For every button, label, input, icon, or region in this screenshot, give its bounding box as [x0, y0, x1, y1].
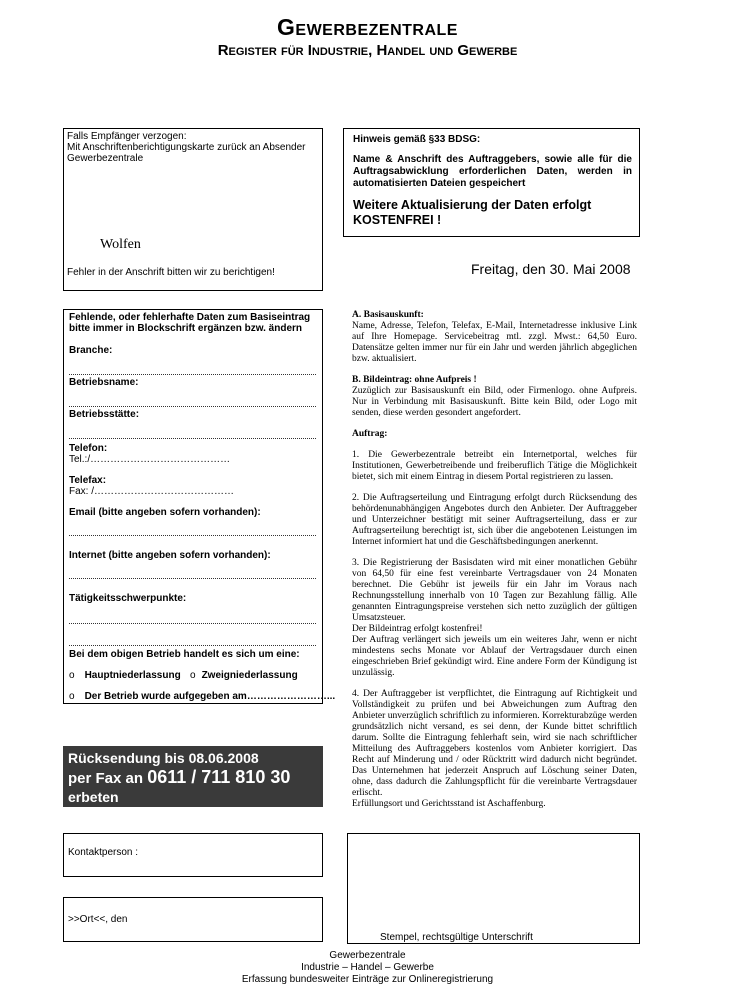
terms-paragraph-5: Erfüllungsort und Gerichtsstand ist Aschaffenburg. — [352, 799, 546, 809]
telefax-field[interactable]: Fax: /…………………………………… — [69, 486, 235, 497]
bildeintrag-heading: B. Bildeintrag: ohne Aufpreis ! — [352, 375, 477, 385]
bildeintrag-text: Zuzüglich zur Basisauskunft ein Bild, oder Firmenlogo. ohne Aufpreis. Nur in Verbindung mit Basisauskunft. Bitte kein Bild, oder Logo mit senden, diese werden gesondert angefordert. — [352, 386, 637, 418]
taetigkeit-field-1[interactable] — [69, 623, 316, 624]
page-subtitle: Register für Industrie, Handel und Gewerbe — [217, 42, 518, 59]
internet-field[interactable] — [69, 578, 316, 579]
option-label: Der Betrieb wurde aufgegeben am……………………... — [84, 691, 336, 702]
email-label: Email (bitte angeben sofern vorhanden): — [69, 507, 261, 518]
return-line: Mit Anschriftenberichtigungskarte zurück an Absender — [67, 142, 306, 153]
kontaktperson-field[interactable] — [63, 833, 323, 877]
stamp-signature-label: Stempel, rechtsgültige Unterschrift — [380, 932, 533, 943]
betriebsname-field[interactable] — [69, 406, 316, 407]
notice-update — [353, 198, 591, 228]
fax-number: 0611 / 711 810 30 — [147, 767, 291, 787]
terms-paragraph-2: 2. Die Auftragserteilung und Eintragung erfolgt durch Rücksendung des behördenunabhängigen Angebotes durch den Anbieter. Der Auftraggeber und Unterzeichner bestätigt mit seiner Auftragserteilung, dass er zur Auftragserteilung berechtigt ist, sich über die angebotenen Leistungen im Internet informiert hat und die Geschäftsbedingungen anerkennt. — [352, 493, 637, 547]
form-intro: Fehlende, oder fehlerhafte Daten zum Basiseintrag — [69, 312, 311, 323]
return-line: Falls Empfänger verzogen: — [67, 131, 187, 142]
stamp-signature-field[interactable] — [347, 833, 640, 944]
radio-icon: o — [69, 691, 75, 702]
terms-paragraph-3b: Der Bildeintrag erfolgt kostenfrei! — [352, 624, 483, 634]
footer-line: Erfassung bundesweiter Einträge zur Onlineregistrierung — [241, 974, 494, 985]
notice-text: Name & Anschrift des Auftraggebers, sowie alle für die Auftragsabwicklung erforderlichen Daten, werden in automatisierten Dateien gespeichert — [353, 154, 632, 189]
terms-paragraph-1: 1. Die Gewerbezentrale betreibt ein Internetportal, welches für Institutionen, Gewerbetreibende und freiberuflich Tätige die Möglichkeit bietet, sich mit einem Eintrag in diesem Portal registrieren zu lassen. — [352, 450, 637, 482]
page-title: Gewerbezentrale — [277, 14, 458, 40]
auftrag-heading: Auftrag: — [352, 429, 388, 439]
fax-line — [68, 767, 323, 789]
telefax-label: Telefax: — [69, 475, 107, 486]
telefon-label: Telefon: — [69, 443, 108, 454]
taetigkeit-label: Tätigkeitsschwerpunkte: — [69, 593, 187, 604]
footer-line: Industrie – Handel – Gewerbe — [301, 962, 434, 973]
ort-datum-field[interactable] — [63, 897, 323, 942]
notice-box — [343, 128, 640, 237]
option-hauptniederlassung[interactable] — [69, 670, 181, 681]
betrieb-question: Bei dem obigen Betrieb handelt es sich um eine: — [69, 649, 300, 660]
notice-update-line: Weitere Aktualisierung der Daten erfolgt — [353, 198, 592, 212]
branche-field[interactable] — [69, 374, 316, 375]
betriebsname-label: Betriebsname: — [69, 377, 139, 388]
ort-datum-label: >>Ort<<, den — [68, 914, 128, 925]
taetigkeit-field-2[interactable] — [69, 645, 316, 646]
basisauskunft-heading: A. Basisauskunft: — [352, 310, 424, 320]
fax-prefix: per Fax an — [68, 770, 144, 787]
terms-paragraph-4: 4. Der Auftraggeber ist verpflichtet, die Eintragung auf Richtigkeit und Vollständigkeit zu prüfen und bei Abweichungen zum Auftrag den Anbieter unverzüglich schriftlich zu informieren. Korrekturabzüge werden grundsätzlich nicht versand, es sei denn, der Kunde bittet schriftlich darum. Sollte die Eintragung fehlerhaft sein, wird sie nach schriftlicher Mitteilung des Auftraggebers kostenlos vom Anbieter korrigiert. Das Recht auf Minderung und / oder Rücktritt wird dadurch nicht begründet. Das Unternehmen hat jederzeit Anspruch auf Löschung seiner Daten, ohne, dass dadurch die Zahlungspflicht für die vereinbarte Vertragsdauer erlischt. — [352, 689, 637, 798]
betriebsstaette-field[interactable] — [69, 438, 316, 439]
fax-return-notice — [63, 746, 323, 807]
notice-heading: Hinweis gemäß §33 BDSG: — [353, 134, 481, 145]
kontaktperson-label: Kontaktperson : — [68, 847, 139, 858]
option-label: Zweigniederlassung — [201, 670, 298, 681]
return-line: Gewerbezentrale — [67, 153, 144, 164]
page-footer — [0, 950, 735, 986]
email-field[interactable] — [69, 535, 316, 536]
internet-label: Internet (bitte angeben sofern vorhanden): — [69, 550, 271, 561]
betriebsstaette-label: Betriebsstätte: — [69, 409, 140, 420]
telefon-field[interactable]: Tel.:/…………………………………… — [69, 454, 231, 465]
footer-line: Gewerbezentrale — [329, 950, 406, 961]
fax-deadline: Rücksendung bis 08.06.2008 — [68, 750, 259, 766]
option-zweigniederlassung[interactable] — [190, 670, 298, 681]
form-intro: bitte immer in Blockschrift ergänzen bzw. ändern — [69, 323, 303, 334]
address-error-note: Fehler in der Anschrift bitten wir zu berichtigen! — [67, 267, 275, 278]
recipient-city: Wolfen — [100, 237, 141, 252]
radio-icon: o — [190, 670, 196, 681]
option-betrieb-aufgegeben[interactable] — [69, 691, 335, 702]
option-label: Hauptniederlassung — [84, 670, 181, 681]
notice-update-line: KOSTENFREI ! — [353, 213, 442, 227]
return-address — [67, 131, 305, 164]
branche-label: Branche: — [69, 345, 113, 356]
terms-text — [352, 310, 637, 810]
terms-paragraph-3: 3. Die Registrierung der Basisdaten wird mit einer monatlichen Gebühr von 64,50 für eine fest vereinbarte Vertragsdauer von 24 Monaten berechnet. Die Gebühr ist jeweils für ein Jahr im Voraus nach Rechnungsstellung innerhalb von 10 Tagen zur Bezahlung fällig. Alle genannten Eintragungspreise verstehen sich netto zuzüglich der gültigen Umsatzsteuer. — [352, 558, 637, 623]
terms-paragraph-3c: Der Auftrag verlängert sich jeweils um ein weiteres Jahr, wenn er nicht mindestens sechs Monate vor Ablauf der Vertragsdauer durch einen eingeschrieben Brief gekündigt wird. Eine andere Form der Kündigung ist unzulässig. — [352, 635, 637, 678]
basisauskunft-text: Name, Adresse, Telefon, Telefax, E-Mail, Internetadresse inklusive Link auf Ihre Homepage. Servicebeitrag mtl. zzgl. Mwst.: 64,50 Euro. Datensätze gelten immer nur für ein Jahr und werden jährlich abgeglichen bzw. aktualisiert. — [352, 321, 637, 364]
document-date: Freitag, den 30. Mai 2008 — [471, 261, 631, 277]
radio-icon: o — [69, 670, 75, 681]
address-box — [63, 128, 323, 291]
fax-requested: erbeten — [68, 789, 119, 805]
correction-form — [63, 309, 336, 704]
